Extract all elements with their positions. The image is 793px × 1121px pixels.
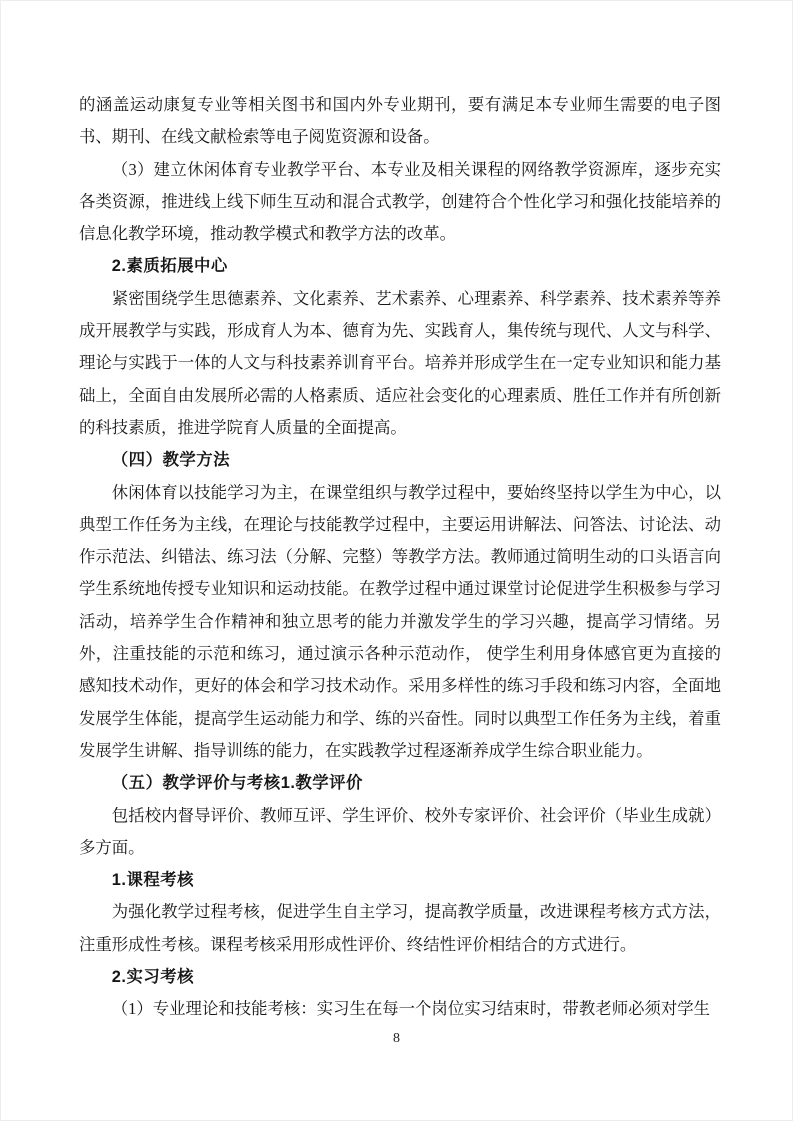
section-heading-quality-center: 2.素质拓展中心 xyxy=(111,257,228,276)
paragraph: 的涵盖运动康复专业等相关图书和国内外专业期刊，要有满足本专业师生需要的电子图书、期刊、在线文献检索等电子阅览资源和设备。 xyxy=(79,95,721,147)
document-content xyxy=(79,89,721,1026)
paragraph: 休闲体育以技能学习为主，在课堂组织与教学过程中，要始终坚持以学生为中心，以典型工作任务为主线，在理论与技能教学过程中，主要运用讲解法、问答法、讨论法、动作示范法、纠错法、练习法（分解、完整）等教学方法。教师通过简明生动的口头语言向学生系统地传授专业知识和运动技能。在教学过程中通过课堂讨论促进学生积极参与学习活动，培养学生合作精神和独立思考的能力并激发学生的学习兴趣，提高学习情绪。另外，注重技能的示范和练习，通过演示各种示范动作， 使学生利用身体感官更为直接的感知技术动作，更好的体会和学习技术动作。采用多样性的练习手段和练习内容，全面地发展学生体能，提高学生运动能力和学、练的兴奋性。同时以典型工作任务为主线，着重发展学生讲解、指导训练的能力，在实践教学过程逐渐养成学生综合职业能力。 xyxy=(79,482,721,760)
section-heading-evaluation: （五）教学评价与考核1.教学评价 xyxy=(111,774,363,793)
page-number: 8 xyxy=(393,1031,400,1046)
paragraph: （1）专业理论和技能考核：实习生在每一个岗位实习结束时，带教老师必须对学生 xyxy=(111,999,711,1019)
paragraph: 包括校内督导评价、教师互评、学生评价、校外专家评价、社会评价（毕业生成就）多方面。 xyxy=(79,805,721,857)
section-heading-internship-assessment: 2.实习考核 xyxy=(111,968,195,987)
paragraph: 为强化教学过程考核，促进学生自主学习，提高教学质量，改进课程考核方式方法，注重形成性考核。课程考核采用形成性评价、终结性评价相结合的方式进行。 xyxy=(79,902,721,954)
paragraph: （3）建立休闲体育专业教学平台、本专业及相关课程的网络教学资源库，逐步充实各类资源，推进线上线下师生互动和混合式教学，创建符合个性化学习和强化技能培养的信息化教学环境，推动教学模式和教学方法的改革。 xyxy=(79,159,721,244)
paragraph: 紧密围绕学生思德素养、文化素养、艺术素养、心理素养、科学素养、技术素养等养成开展教学与实践，形成育人为本、德育为先、实践育人，集传统与现代、人文与科学、理论与实践于一体的人文与科技素养训育平台。培养并形成学生在一定专业知识和能力基础上，全面自由发展所必需的人格素质、适应社会变化的心理素质、胜任工作并有所创新的科技素质，推进学院育人质量的全面提高。 xyxy=(79,288,721,437)
section-heading-teaching-methods: （四）教学方法 xyxy=(111,451,231,470)
section-heading-course-assessment: 1.课程考核 xyxy=(111,871,195,890)
